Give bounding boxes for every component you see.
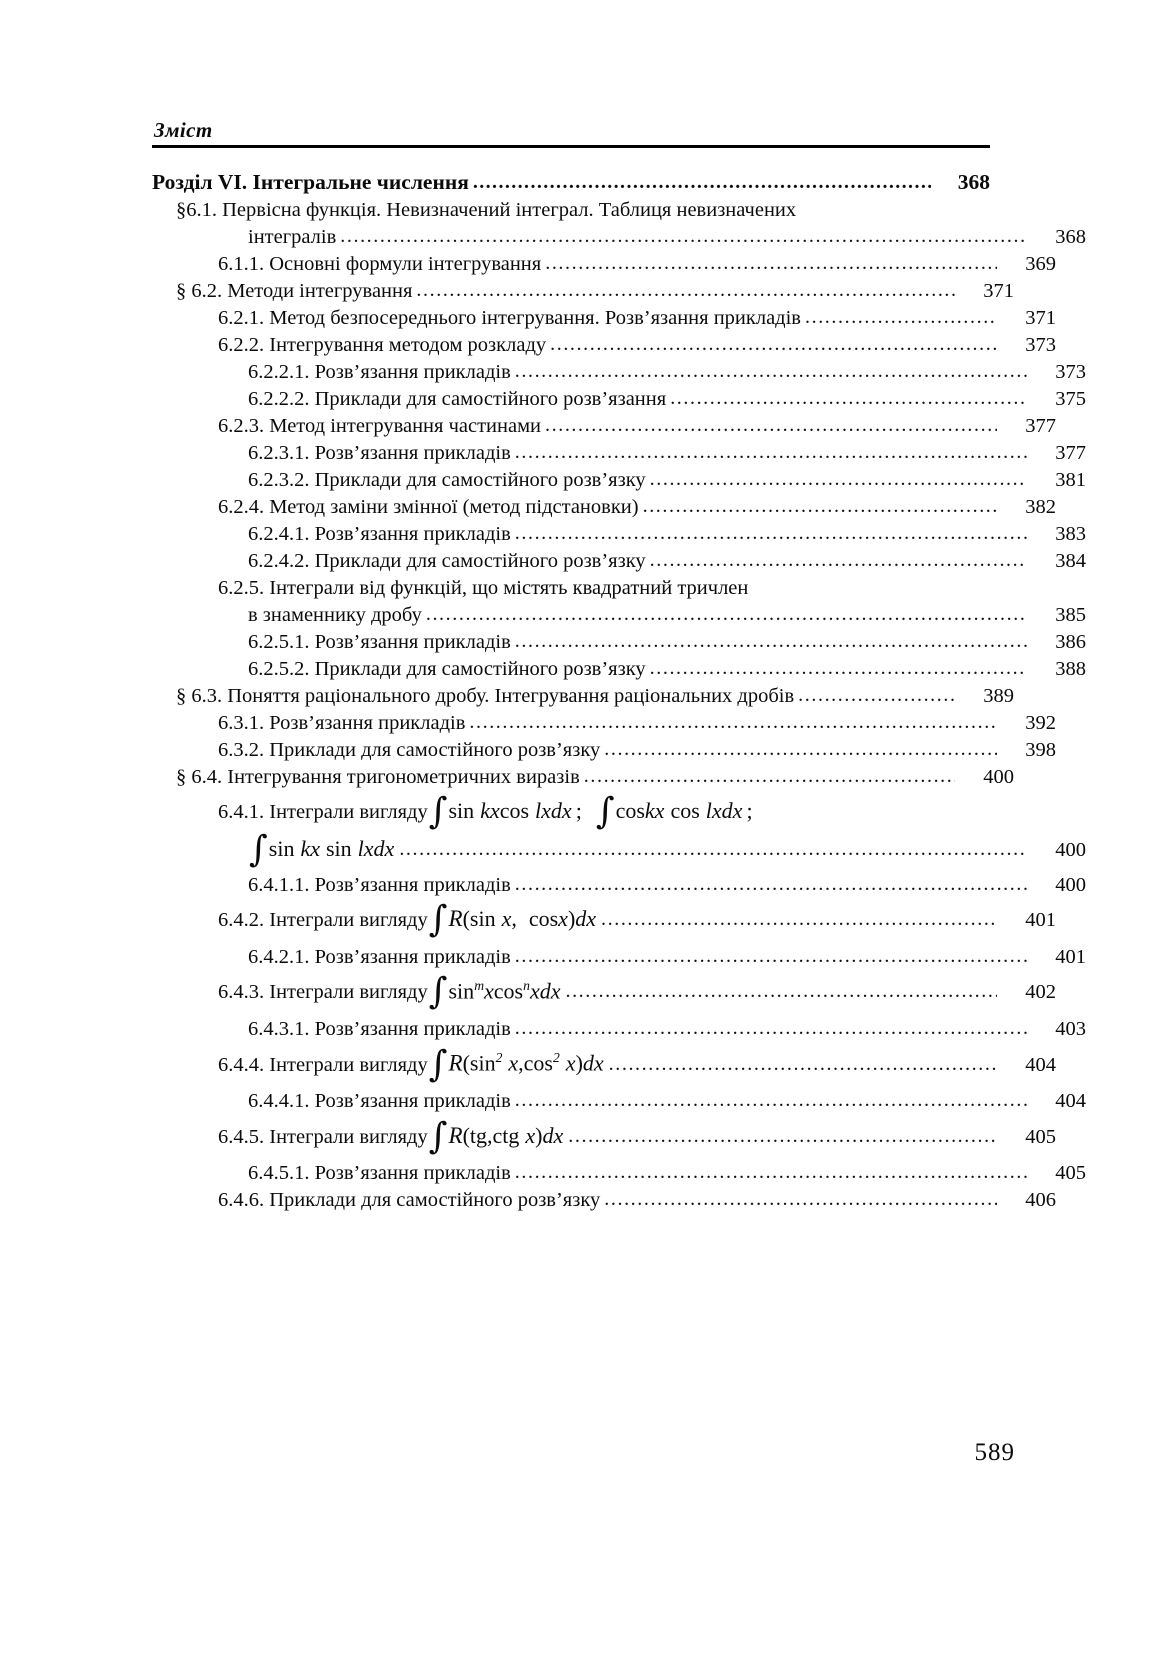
toc-entry-formula: ∫R(sin x, cosx)dx [428, 899, 597, 940]
toc-entry-label: 6.2.2.2. Приклади для самостійного розв’язання [248, 388, 667, 410]
toc-entry-label: 6.2.1. Метод безпосереднього інтегрування. Розв’язання прикладів [218, 307, 801, 329]
toc-entry[interactable] [152, 335, 1056, 356]
toc-entry-page-number: 383 [1055, 523, 1086, 545]
toc-entry-page-number: 377 [1025, 415, 1056, 437]
toc-entry[interactable] [152, 1190, 1056, 1211]
toc-entry-formula: ∫R(tg,ctg x)dx [428, 1115, 564, 1157]
toc-entry-page-number: 368 [1055, 226, 1086, 248]
toc-entry-formula: ∫sin kxcos lxdx ; ∫coskx cos lxdx ; [428, 790, 753, 832]
toc-entry[interactable] [152, 1163, 1086, 1184]
toc-entry-label: 6.4.2. Інтеграли вигляду [218, 909, 428, 931]
toc-entry-formula: ∫sin kx sin lxdx [249, 829, 395, 870]
toc-entry-page-number: 373 [1055, 361, 1086, 383]
toc-entry-label: §6.1. Первісна функція. Невизначений інтеграл. Таблиця невизначених [176, 199, 797, 221]
toc-entry-label: 6.4.4. Інтеграли вигляду [218, 1053, 428, 1076]
integral-sign: ∫ [428, 899, 448, 940]
toc-entry-label: 6.2.4. Метод заміни змінної (метод підстановки) [218, 496, 639, 518]
toc-leader-dots [798, 685, 955, 705]
toc-entry-label: 6.4.4.1. Розв’язання прикладів [248, 1090, 511, 1113]
toc-entry[interactable] [152, 389, 1086, 410]
toc-leader-dots [515, 1090, 1027, 1110]
integral-sign: ∫ [428, 790, 448, 832]
running-head-rule [152, 145, 990, 148]
toc-entry[interactable] [152, 971, 1056, 1013]
toc-entry-label: 6.2.4.1. Розв’язання прикладів [248, 523, 511, 545]
toc-entry[interactable] [152, 416, 1056, 437]
integral-sign: ∫ [595, 790, 615, 832]
toc-entry-page-number: 405 [1055, 1162, 1086, 1185]
toc-entry[interactable] [152, 1043, 1056, 1085]
integral-sign: ∫ [249, 829, 268, 870]
running-head-title: Зміст [154, 118, 213, 142]
toc-entry-label: 6.2.5.1. Розв’язання прикладів [248, 631, 511, 653]
toc-leader-dots [473, 172, 931, 192]
toc-entry-page-number: 388 [1055, 658, 1086, 680]
toc-entry-page-number: 385 [1055, 604, 1086, 626]
toc-entry-label: 6.2.2.1. Розв’язання прикладів [248, 361, 511, 383]
toc-entry-label: інтегралів [248, 226, 337, 248]
toc-entry-page-number: 400 [983, 766, 1014, 788]
toc-leader-dots [416, 280, 955, 300]
running-head [152, 118, 990, 148]
toc-entry[interactable] [152, 899, 1056, 940]
toc-entry[interactable] [152, 1091, 1086, 1112]
toc-leader-dots [426, 604, 1027, 624]
toc-entry-label: 6.2.2. Інтегрування методом розкладу [218, 334, 547, 356]
toc-entry-label: 6.2.3.2. Приклади для самостійного розв’язку [248, 469, 646, 491]
toc-entry[interactable] [152, 578, 1056, 599]
toc-entry-page-number: 403 [1055, 1017, 1086, 1040]
toc-entry-label: 6.4.5.1. Розв’язання прикладів [248, 1162, 511, 1185]
toc-leader-dots [609, 1054, 997, 1074]
toc-entry-page-number: 401 [1055, 945, 1086, 968]
toc-leader-dots [550, 334, 997, 354]
toc-leader-dots [515, 523, 1027, 543]
toc-leader-dots [568, 1126, 997, 1146]
toc-entry[interactable] [152, 308, 1056, 329]
toc-entry-page-number: 381 [1055, 469, 1086, 491]
toc-entry-page-number: 377 [1055, 442, 1086, 464]
toc-entry[interactable] [152, 254, 1056, 275]
toc-entry-label: 6.3.2. Приклади для самостійного розв’язку [218, 739, 601, 761]
toc-entry-page-number: 406 [1025, 1189, 1056, 1212]
toc-entry-page-number: 401 [1025, 909, 1056, 931]
toc-leader-dots [515, 1162, 1027, 1182]
toc-entry-label: § 6.2. Методи інтегрування [176, 280, 413, 302]
toc-entry[interactable] [152, 829, 1086, 870]
toc-leader-dots [340, 226, 1027, 246]
toc-list [152, 170, 1086, 1217]
toc-leader-dots [584, 766, 955, 786]
toc-entry-label: Розділ VI. Інтегральне числення [152, 170, 469, 194]
toc-entry[interactable] [152, 281, 1014, 302]
toc-entry-label: 6.2.3.1. Розв’язання прикладів [248, 442, 511, 464]
toc-leader-dots [515, 631, 1027, 651]
toc-entry-label: 6.4.2.1. Розв’язання прикладів [248, 945, 511, 968]
toc-entry[interactable] [152, 470, 1086, 491]
toc-entry[interactable] [152, 947, 1086, 968]
toc-entry-label: 6.4.5. Інтеграли вигляду [218, 1125, 428, 1148]
toc-entry-page-number: 402 [1025, 981, 1056, 1004]
toc-entry-page-number: 392 [1025, 712, 1056, 734]
toc-leader-dots [650, 550, 1027, 570]
toc-leader-dots [601, 909, 997, 929]
toc-entry[interactable] [152, 524, 1086, 545]
toc-leader-dots [545, 415, 997, 435]
toc-leader-dots [545, 253, 997, 273]
toc-entry-page-number: 371 [1025, 307, 1056, 329]
page-folio: 589 [974, 1439, 1015, 1466]
toc-entry-label: в знаменнику дробу [248, 604, 422, 626]
toc-entry-label: 6.2.5. Інтеграли від функцій, що містять квадратний тричлен [218, 577, 749, 599]
toc-entry-label: 6.2.4.2. Приклади для самостійного розв’язку [248, 550, 646, 572]
toc-entry-page-number: 375 [1055, 388, 1086, 410]
toc-entry-label: 6.2.3. Метод інтегрування частинами [218, 415, 542, 437]
toc-entry[interactable] [152, 1019, 1086, 1040]
toc-entry[interactable] [152, 443, 1086, 464]
toc-entry-page-number: 382 [1025, 496, 1056, 518]
toc-entry[interactable] [152, 172, 990, 194]
toc-leader-dots [604, 739, 997, 759]
toc-leader-dots [399, 839, 1027, 859]
toc-entry-page-number: 400 [1055, 873, 1086, 896]
toc-entry[interactable] [152, 200, 1014, 221]
toc-entry-page-number: 405 [1025, 1125, 1056, 1148]
toc-entry-page-number: 398 [1025, 739, 1056, 761]
toc-entry-page-number: 369 [1025, 253, 1056, 275]
toc-entry-label: 6.4.1. Інтеграли вигляду [218, 800, 428, 823]
toc-entry[interactable] [152, 551, 1086, 572]
toc-entry-label: 6.3.1. Розв’язання прикладів [218, 712, 466, 734]
toc-entry[interactable] [152, 227, 1086, 248]
toc-entry[interactable] [152, 686, 1014, 707]
toc-entry-label: 6.4.3.1. Розв’язання прикладів [248, 1017, 511, 1040]
toc-entry[interactable] [152, 497, 1056, 518]
integral-sign: ∫ [428, 1115, 448, 1157]
toc-entry-label: 6.1.1. Основні формули інтегрування [218, 253, 542, 275]
toc-entry[interactable] [152, 1115, 1056, 1157]
toc-entry-page-number: 404 [1025, 1053, 1056, 1076]
toc-leader-dots [515, 361, 1027, 381]
toc-leader-dots [650, 469, 1027, 489]
toc-entry[interactable] [152, 362, 1086, 383]
toc-entry[interactable] [152, 713, 1056, 734]
toc-entry-label: 6.4.3. Інтеграли вигляду [218, 981, 428, 1004]
toc-entry-label: 6.2.5.2. Приклади для самостійного розв’язку [248, 658, 646, 680]
integral-sign: ∫ [428, 1043, 448, 1085]
toc-leader-dots [515, 946, 1027, 966]
toc-entry-page-number: 371 [983, 280, 1014, 302]
toc-entry-page-number: 386 [1055, 631, 1086, 653]
toc-entry-formula: $\int\sin^mxcos^nxdx$ [428, 971, 561, 1013]
toc-leader-dots [565, 981, 997, 1001]
toc-entry[interactable] [152, 632, 1086, 653]
toc-leader-dots [469, 712, 997, 732]
toc-entry-label: 6.4.6. Приклади для самостійного розв’язку [218, 1189, 601, 1212]
toc-leader-dots [643, 496, 997, 516]
toc-entry[interactable] [152, 659, 1086, 680]
toc-leader-dots [515, 874, 1027, 894]
toc-entry[interactable] [152, 875, 1086, 896]
toc-entry-page-number: 400 [1055, 839, 1086, 861]
toc-entry-label: § 6.4. Інтегрування тригонометричних виразів [176, 766, 580, 788]
toc-leader-dots [515, 442, 1027, 462]
toc-entry-formula: $\int R(\sin^2$ $x,\cos^2$ x)dx [428, 1043, 604, 1085]
toc-entry-label: § 6.3. Поняття раціонального дробу. Інтегрування раціональних дробів [176, 685, 795, 707]
toc-entry[interactable] [152, 767, 1014, 788]
toc-entry[interactable] [152, 605, 1086, 626]
toc-leader-dots [650, 658, 1027, 678]
toc-leader-dots [515, 1018, 1027, 1038]
toc-leader-dots [670, 388, 1027, 408]
toc-entry-page-number: 368 [957, 170, 990, 194]
integral-sign: ∫ [428, 971, 448, 1013]
toc-entry-page-number: 389 [983, 685, 1014, 707]
toc-entry-page-number: 384 [1055, 550, 1086, 572]
toc-entry-page-number: 373 [1025, 334, 1056, 356]
toc-leader-dots [604, 1189, 997, 1209]
toc-entry-label: 6.4.1.1. Розв’язання прикладів [248, 873, 511, 896]
toc-leader-dots [805, 307, 997, 327]
toc-entry-page-number: 404 [1055, 1090, 1086, 1113]
toc-entry[interactable] [152, 790, 1056, 832]
toc-entry[interactable] [152, 740, 1056, 761]
